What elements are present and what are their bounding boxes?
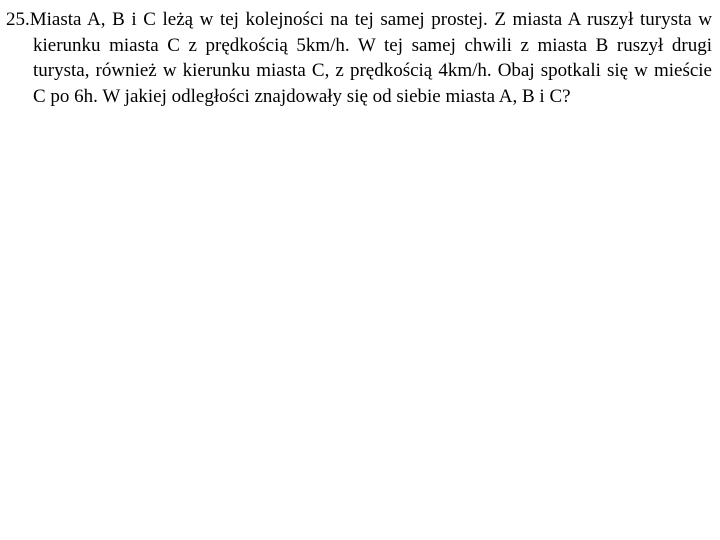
problem-number: 25. [6,9,30,30]
problem-text: Miasta A, B i C leżą w tej kolejności na tej samej prostej. Z miasta A ruszył turysta w kierunku miasta C z prędkością 5km/h. W tej samej chwili z miasta B ruszył drugi turysta, również w kierunku miasta C, z prędkością 4km/h. Obaj spotkali się w mieście C po 6h. W jakiej odległości znajdowały się od siebie miasta A, B i C? [29,9,712,107]
problem-paragraph [6,7,712,109]
